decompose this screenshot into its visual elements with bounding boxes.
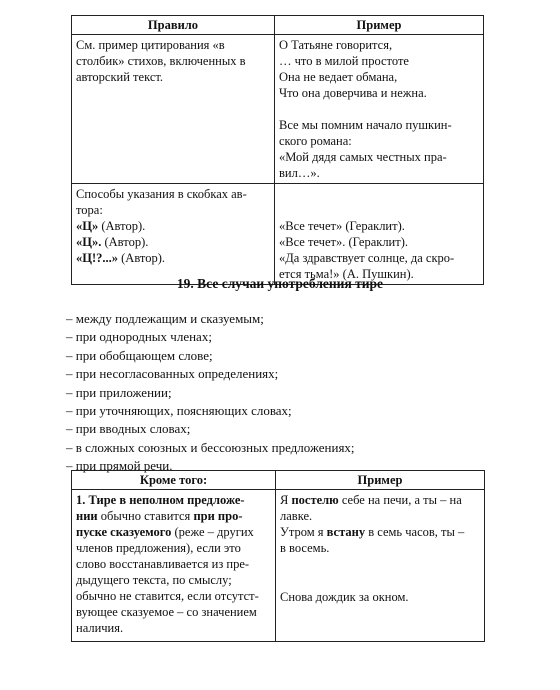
quote-pattern: «Ц!?...»	[76, 251, 119, 265]
rule-line: столбик» стихов, включенных в	[76, 54, 246, 68]
predicate-word: постелю	[291, 493, 339, 507]
rule-line: обычно не ставится, если отсутст-	[76, 589, 259, 603]
quote-pattern: «Ц»	[76, 219, 99, 233]
dash-usage-list	[66, 310, 355, 476]
list-item: – при приложении;	[66, 384, 172, 400]
rule-fragment: обычно ставится	[97, 509, 194, 523]
example-line: ского романа:	[279, 134, 352, 148]
header-example: Пример	[276, 471, 485, 490]
header-besides: Кроме того:	[72, 471, 276, 490]
list-item: – при однородных членах;	[66, 329, 212, 345]
example-line: … что в милой простоте	[279, 54, 409, 68]
rule-line: слово восстанавливается из пре-	[76, 557, 250, 571]
rule-emphasis-end: пуске сказуемого	[76, 525, 172, 539]
rule-item	[76, 218, 270, 234]
example-fragment: себе на печи, а ты – на	[338, 493, 462, 507]
example-line: «Мой дядя самых честных пра-	[279, 150, 447, 164]
example-line: Что она доверчива и нежна.	[279, 86, 427, 100]
table-row	[72, 35, 484, 184]
table-row	[72, 184, 484, 285]
list-item: – при несогласованных определениях;	[66, 366, 279, 382]
example-text	[280, 524, 480, 540]
rule-fragment: (реже – других	[171, 525, 254, 539]
example-text	[280, 492, 480, 508]
example-fragment: Утром я	[280, 525, 327, 539]
rule-title: 1. Тире в неполном предложе-	[76, 493, 245, 507]
header-example: Пример	[275, 16, 484, 35]
list-item: – при вводных словах;	[66, 421, 191, 437]
rule-line: Способы указания в скобках ав-	[76, 187, 247, 201]
example-cell	[276, 490, 485, 642]
example-line: Все мы помним начало пушкин-	[279, 118, 452, 132]
rule-line: вующее сказуемое – со значением	[76, 605, 257, 619]
rule-line: наличия.	[76, 621, 124, 635]
rule-title-end: нии	[76, 509, 98, 523]
list-item: – при обобщающем слове;	[66, 347, 213, 363]
example-line: ется тьма!» (А. Пушкин).	[279, 267, 414, 281]
author-note: (Автор).	[118, 251, 166, 265]
rule-line: членов предложения), если это	[76, 541, 241, 555]
rule-line: тора:	[76, 203, 103, 217]
example-line: Она не ведает обмана,	[279, 70, 398, 84]
list-item: – при уточняющих, поясняющих словах;	[66, 403, 292, 419]
section-heading: 19. Все случаи употребления тире	[176, 276, 384, 291]
rule-line: дыдущего текста, по смыслу;	[76, 573, 232, 587]
author-note: (Автор).	[101, 235, 149, 249]
example-line: «Все течет» (Гераклит).	[279, 219, 405, 233]
example-cell	[275, 35, 484, 184]
example-line: в восемь.	[280, 541, 330, 555]
example-fragment: Я	[280, 493, 292, 507]
example-line: лавке.	[280, 509, 313, 523]
example-line: «Все течет». (Гераклит).	[279, 235, 408, 249]
example-line: Снова дождик за окном.	[280, 590, 409, 604]
list-item: – между подлежащим и сказуемым;	[66, 311, 264, 326]
list-item: – в сложных союзных и бессоюзных предложениях;	[66, 439, 355, 455]
rule-cell	[72, 35, 275, 184]
example-line: вил…».	[279, 166, 320, 180]
rule-cell	[72, 490, 276, 642]
author-note: (Автор).	[98, 219, 146, 233]
example-cell	[275, 184, 484, 285]
example-line: О Татьяне говорится,	[279, 38, 393, 52]
rule-text	[76, 492, 271, 540]
predicate-word: встану	[326, 525, 366, 539]
example-fragment: в семь часов, ты –	[365, 525, 465, 539]
rule-line: См. пример цитирования «в	[76, 38, 225, 52]
rule-emphasis: при про-	[193, 509, 243, 523]
header-rule: Правило	[72, 16, 275, 35]
quote-pattern: «Ц».	[76, 235, 102, 249]
rule-line: авторский текст.	[76, 70, 164, 84]
rule-item	[76, 250, 270, 266]
rule-cell	[72, 184, 275, 285]
list-item: – при прямой речи.	[66, 458, 173, 474]
rule-item	[76, 234, 270, 250]
example-line: «Да здравствует солнце, да скро-	[279, 251, 455, 265]
table-row	[72, 490, 485, 642]
rules-table-dash	[71, 470, 485, 642]
rules-table-quotes	[71, 15, 484, 285]
